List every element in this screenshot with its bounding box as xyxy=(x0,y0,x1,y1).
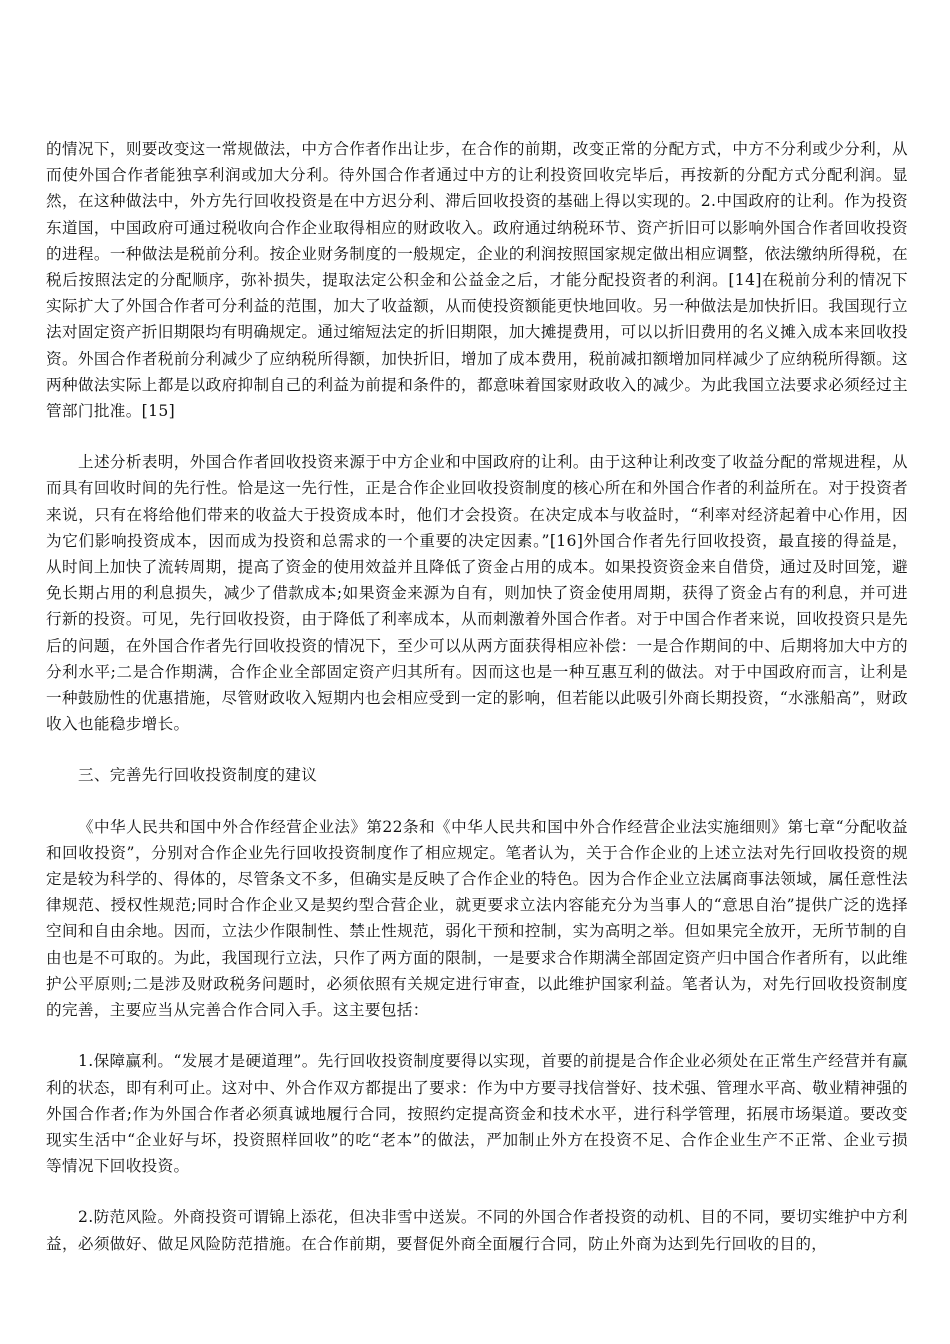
paragraph-4: 1.保障赢利。“发展才是硬道理”。先行回收投资制度要得以实现，首要的前提是合作企业必须处在正常生产经营并有赢利的状态，即有利可止。这对中、外合作双方都提出了要求：作为中方要寻找信誉好、技术强、管理水平高、敬业精神强的外国合作者;作为外国合作者必须真诚地履行合同，按照约定提高资金和技术水平，进行科学管理，拓展市场渠道。要改变现实生活中“企业好与坏，投资照样回收”的吃“老本”的做法，严加制止外方在投资不足、合作企业生产不正常、企业亏损等情况下回收投资。 xyxy=(46,1052,908,1176)
paragraph-1: 的情况下，则要改变这一常规做法，中方合作者作出让步，在合作的前期，改变正常的分配方式，中方不分利或少分利，从而使外国合作者能独享利润或加大分利。待外国合作者通过中方的让利投资回收完毕后，再按新的分配方式分配利润。显然，在这种做法中，外方先行回收投资是在中方迟分利、滞后回收投资的基础上得以实现的。2.中国政府的让利。作为投资东道国，中国政府可通过税收向合作企业取得相应的财政收入。政府通过纳税环节、资产折旧可以影响外国合作者回收投资的进程。一种做法是税前分利。按企业财务制度的一般规定，企业的利润按照国家规定做出相应调整，依法缴纳所得税，在税后按照法定的分配顺序，弥补损失，提取法定公积金和公益金之后，才能分配投资者的利润。[14]在税前分利的情况下实际扩大了外国合作者可分利益的范围，加大了收益额，从而使投资额能更快地回收。另一种做法是加快折旧。我国现行立法对固定资产折旧期限均有明确规定。通过缩短法定的折旧期限，加大摊提费用，可以以折旧费用的名义摊入成本来回收投资。外国合作者税前分利减少了应纳税所得额，加快折旧，增加了成本费用，税前减扣额增加同样减少了应纳税所得额。这两种做法实际上都是以政府抑制自己的利益为前提和条件的，都意味着国家财政收入的减少。为此我国立法要求必须经过主管部门批准。[15] xyxy=(46,140,908,421)
paragraph-2: 上述分析表明，外国合作者回收投资来源于中方企业和中国政府的让利。由于这种让利改变了收益分配的常规进程，从而具有回收时间的先行性。恰是这一先行性，正是合作企业回收投资制度的核心所在和外国合作者的利益所在。对于投资者来说，只有在将给他们带来的收益大于投资成本时，他们才会投资。在决定成本与收益时，“利率对经济起着中心作用，因为它们影响投资成本，因而成为投资和总需求的一个重要的决定因素。”[16]外国合作者先行回收投资，最直接的得益是，从时间上加快了流转周期，提高了资金的使用效益并且降低了资金占用的成本。如果投资资金来自借贷，通过及时回笼，避免长期占用的利息损失，减少了借款成本;如果资金来源为自有，则加快了资金使用周期，获得了资金占有的利息，并可进行新的投资。可见，先行回收投资，由于降低了利率成本，从而刺激着外国合作者。对于中国合作者来说，回收投资只是先后的问题，在外国合作者先行回收投资的情况下，至少可以从两方面获得相应补偿：一是合作期间的中、后期将加大中方的分利水平;二是合作期满，合作企业全部固定资产归其所有。因而这也是一种互惠互利的做法。对于中国政府而言，让利是一种鼓励性的优惠措施，尽管财政收入短期内也会相应受到一定的影响，但若能以此吸引外商长期投资，“水涨船高”，财政收入也能稳步增长。 xyxy=(46,453,908,734)
paragraph-3: 《中华人民共和国中外合作经营企业法》第22条和《中华人民共和国中外合作经营企业法实施细则》第七章“分配收益和回收投资”，分别对合作企业先行回收投资制度作了相应规定。笔者认为，关于合作企业的上述立法对先行回收投资的规定是较为科学的、得体的，尽管条文不多，但确实是反映了合作企业的特色。因为合作企业立法属商事法领域，属任意性法律规范、授权性规范;同时合作企业又是契约型合营企业，就更要求立法内容能充分为当事人的“意思自治”提供广泛的选择空间和自由余地。因而，立法少作限制性、禁止性规范，弱化干预和控制，实为高明之举。但如果完全放开，无所节制的自由也是不可取的。为此，我国现行立法，只作了两方面的限制，一是要求合作期满全部固定资产归中国合作者所有，以此维护公平原则;二是涉及财政税务问题时，必须依照有关规定进行审查，以此维护国家利益。笔者认为，对先行回收投资制度的完善，主要应当从完善合作合同入手。这主要包括： xyxy=(46,817,908,1020)
section-heading: 三、完善先行回收投资制度的建议 xyxy=(78,766,318,785)
document-body xyxy=(46,136,908,1282)
paragraph-5: 2.防范风险。外商投资可谓锦上添花，但决非雪中送炭。不同的外国合作者投资的动机、目的不同，要切实维护中方利益，必须做好、做足风险防范措施。在合作前期，要督促外商全面履行合同，防止外商为达到先行回收的目的， xyxy=(46,1208,908,1253)
